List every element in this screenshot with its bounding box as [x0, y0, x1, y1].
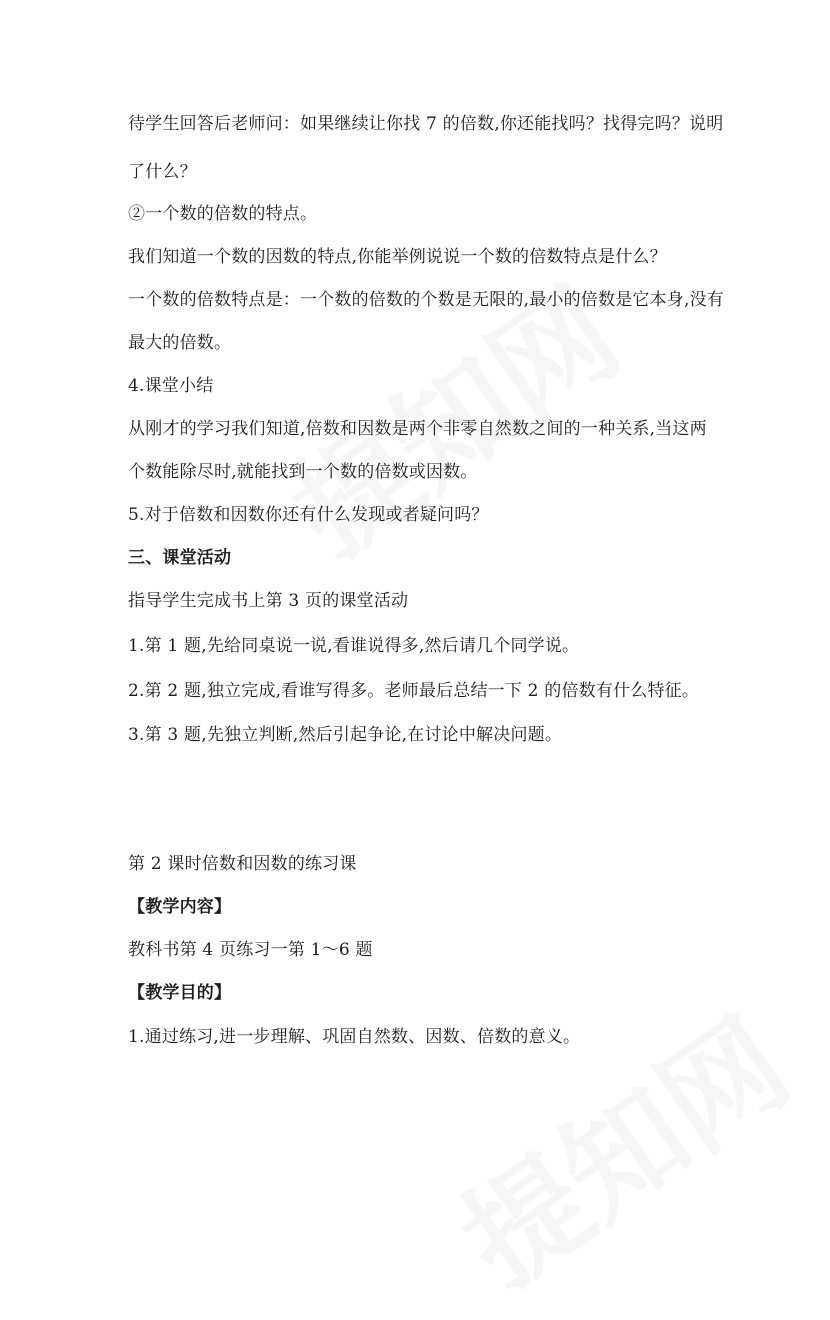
- lesson-title: 第 2 课时倍数和因数的练习课: [128, 854, 357, 874]
- paragraph-line: 了什么？: [128, 162, 197, 182]
- paragraph-line: ②一个数的倍数的特点。: [128, 204, 318, 224]
- paragraph-line: 从刚才的学习我们知道,倍数和因数是两个非零自然数之间的一种关系,当这两: [128, 419, 707, 439]
- paragraph-line: 最大的倍数。: [128, 333, 232, 353]
- paragraph-line: 个数能除尽时,就能找到一个数的倍数或因数。: [128, 462, 478, 482]
- paragraph-line: 我们知道一个数的因数的特点,你能举例说说一个数的倍数特点是什么？: [128, 247, 667, 267]
- list-item: 2.第 2 题,独立完成,看谁写得多。老师最后总结一下 2 的倍数有什么特征。: [128, 681, 700, 701]
- section-heading: 4.课堂小结: [128, 376, 214, 396]
- list-item: 1.通过练习,进一步理解、巩固自然数、因数、倍数的意义。: [128, 1027, 581, 1047]
- section-heading: 【教学目的】: [128, 983, 232, 1003]
- paragraph-line: 一个数的倍数特点是：一个数的倍数的个数是无限的,最小的倍数是它本身,没有: [128, 290, 725, 310]
- section-heading: 三、课堂活动: [128, 548, 232, 568]
- list-item: 3.第 3 题,先独立判断,然后引起争论,在讨论中解决问题。: [128, 725, 563, 745]
- section-heading: 5.对于倍数和因数你还有什么发现或者疑问吗？: [128, 505, 489, 525]
- paragraph-line: 教科书第 4 页练习一第 1～6 题: [128, 940, 373, 960]
- section-heading: 【教学内容】: [128, 897, 232, 917]
- list-item: 1.第 1 题,先给同桌说一说,看谁说得多,然后请几个同学说。: [128, 636, 580, 656]
- paragraph-line: 待学生回答后老师问：如果继续让你找 7 的倍数,你还能找吗？找得完吗？说明: [128, 114, 724, 134]
- paragraph-line: 指导学生完成书上第 3 页的课堂活动: [128, 591, 409, 611]
